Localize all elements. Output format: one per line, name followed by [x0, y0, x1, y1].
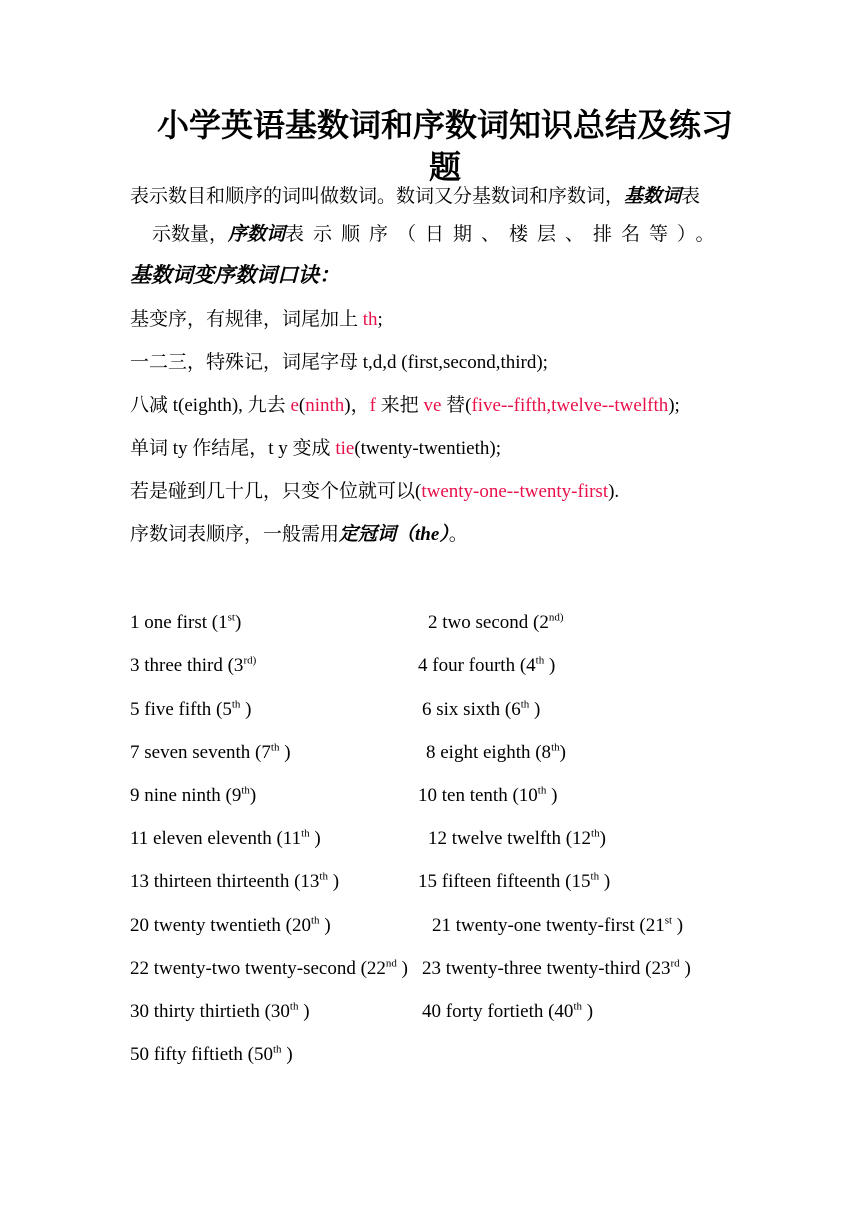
title-line-2: 题 — [428, 148, 461, 186]
rhyme-line-4 — [130, 436, 501, 462]
rhyme-line-6 — [130, 522, 468, 548]
rhyme-line-2: 一二三，特殊记，词尾字母 t,d,d (first,second,third); — [130, 352, 548, 373]
number-right: 12 twelve twelfth (12th) — [428, 827, 606, 849]
number-left: 22 twenty-two twenty-second (22nd ) — [130, 957, 408, 979]
intro-line-2 — [152, 222, 724, 248]
rhyme-highlight: ninth — [305, 395, 345, 416]
rhyme-text: ). — [608, 481, 620, 502]
rhyme-highlight: th — [362, 309, 378, 330]
number-left: 50 fifty fiftieth (50th ) — [130, 1043, 293, 1065]
number-right: 8 eight eighth (8th) — [426, 741, 566, 763]
rhyme-text: 八减 t(eighth), 九去 — [130, 395, 291, 416]
rhyme-line-3 — [130, 393, 680, 419]
number-left: 7 seven seventh (7th ) — [130, 741, 291, 763]
number-right: 6 six sixth (6th ) — [422, 698, 541, 720]
rhyme-text: 替( — [441, 395, 472, 416]
number-right: 21 twenty-one twenty-first (21st ) — [432, 914, 684, 936]
rhyme-heading: 基数词变序数词口诀： — [130, 263, 340, 287]
number-left: 20 twenty twentieth (20th ) — [130, 914, 331, 936]
term-cardinal: 基数词 — [624, 186, 682, 207]
intro-text: 表 — [681, 186, 701, 207]
rhyme-highlight: f — [369, 395, 376, 416]
rhyme-text: 来把 — [375, 395, 424, 416]
rhyme-text: 若是碰到几十几，只变个位就可以( — [130, 481, 422, 502]
intro-line-1 — [130, 184, 700, 210]
number-left: 9 nine ninth (9th) — [130, 784, 257, 806]
page-title — [100, 104, 790, 188]
rhyme-text: ); — [668, 395, 680, 416]
title-line-1: 小学英语基数词和序数词知识总结及练习 — [156, 106, 733, 144]
term-ordinal: 序数词 — [228, 224, 286, 245]
rhyme-text: ( — [298, 395, 306, 416]
rhyme-text: )， — [344, 395, 370, 416]
rhyme-highlight: five--fifth,twelve--twelfth — [471, 395, 669, 416]
rhyme-text: 序数词表顺序，一般需用 — [130, 524, 340, 545]
rhyme-text: 单词 ty 作结尾，t y 变成 — [130, 438, 336, 459]
rhyme-highlight: tie — [335, 438, 355, 459]
rhyme-line-1 — [130, 307, 383, 333]
rhyme-highlight: twenty-one--twenty-first — [421, 481, 609, 502]
term-definite-article: 定冠词（the） — [339, 524, 449, 545]
number-right: 10 ten tenth (10th ) — [418, 784, 558, 806]
rhyme-highlight: ve — [423, 395, 442, 416]
number-left: 5 five fifth (5th ) — [130, 698, 252, 720]
number-left: 3 three third ($3^{rd)}$ — [130, 654, 257, 676]
number-right: 15 fifteen fifteenth (15th ) — [418, 870, 611, 892]
number-left: 30 thirty thirtieth (30th ) — [130, 1000, 310, 1022]
number-left: 1 one first (1st) — [130, 611, 242, 633]
rhyme-text: 基变序，有规律，词尾加上 — [130, 309, 363, 330]
rhyme-text: (twenty-twentieth); — [354, 438, 501, 459]
number-right: 2 two second ($2^{nd)}$ — [428, 611, 564, 633]
number-right: 4 four fourth (4th ) — [418, 654, 556, 676]
intro-text: 表示数目和顺序的词叫做数词。数词又分基数词和序数词， — [130, 186, 625, 207]
number-left: 13 thirteen thirteenth (13th ) — [130, 870, 340, 892]
number-left: 11 eleven eleventh (11th ) — [130, 827, 321, 849]
rhyme-text: 。 — [448, 524, 468, 545]
rhyme-text: ; — [377, 309, 383, 330]
intro-text: 示数量， — [152, 224, 229, 245]
rhyme-highlight: e — [290, 395, 299, 416]
intro-text: 表示顺序（日期、楼层、排名等）。 — [285, 224, 724, 245]
rhyme-line-5 — [130, 479, 619, 505]
number-right: 40 forty fortieth (40th ) — [422, 1000, 594, 1022]
number-right: 23 twenty-three twenty-third (23rd ) — [422, 957, 691, 979]
